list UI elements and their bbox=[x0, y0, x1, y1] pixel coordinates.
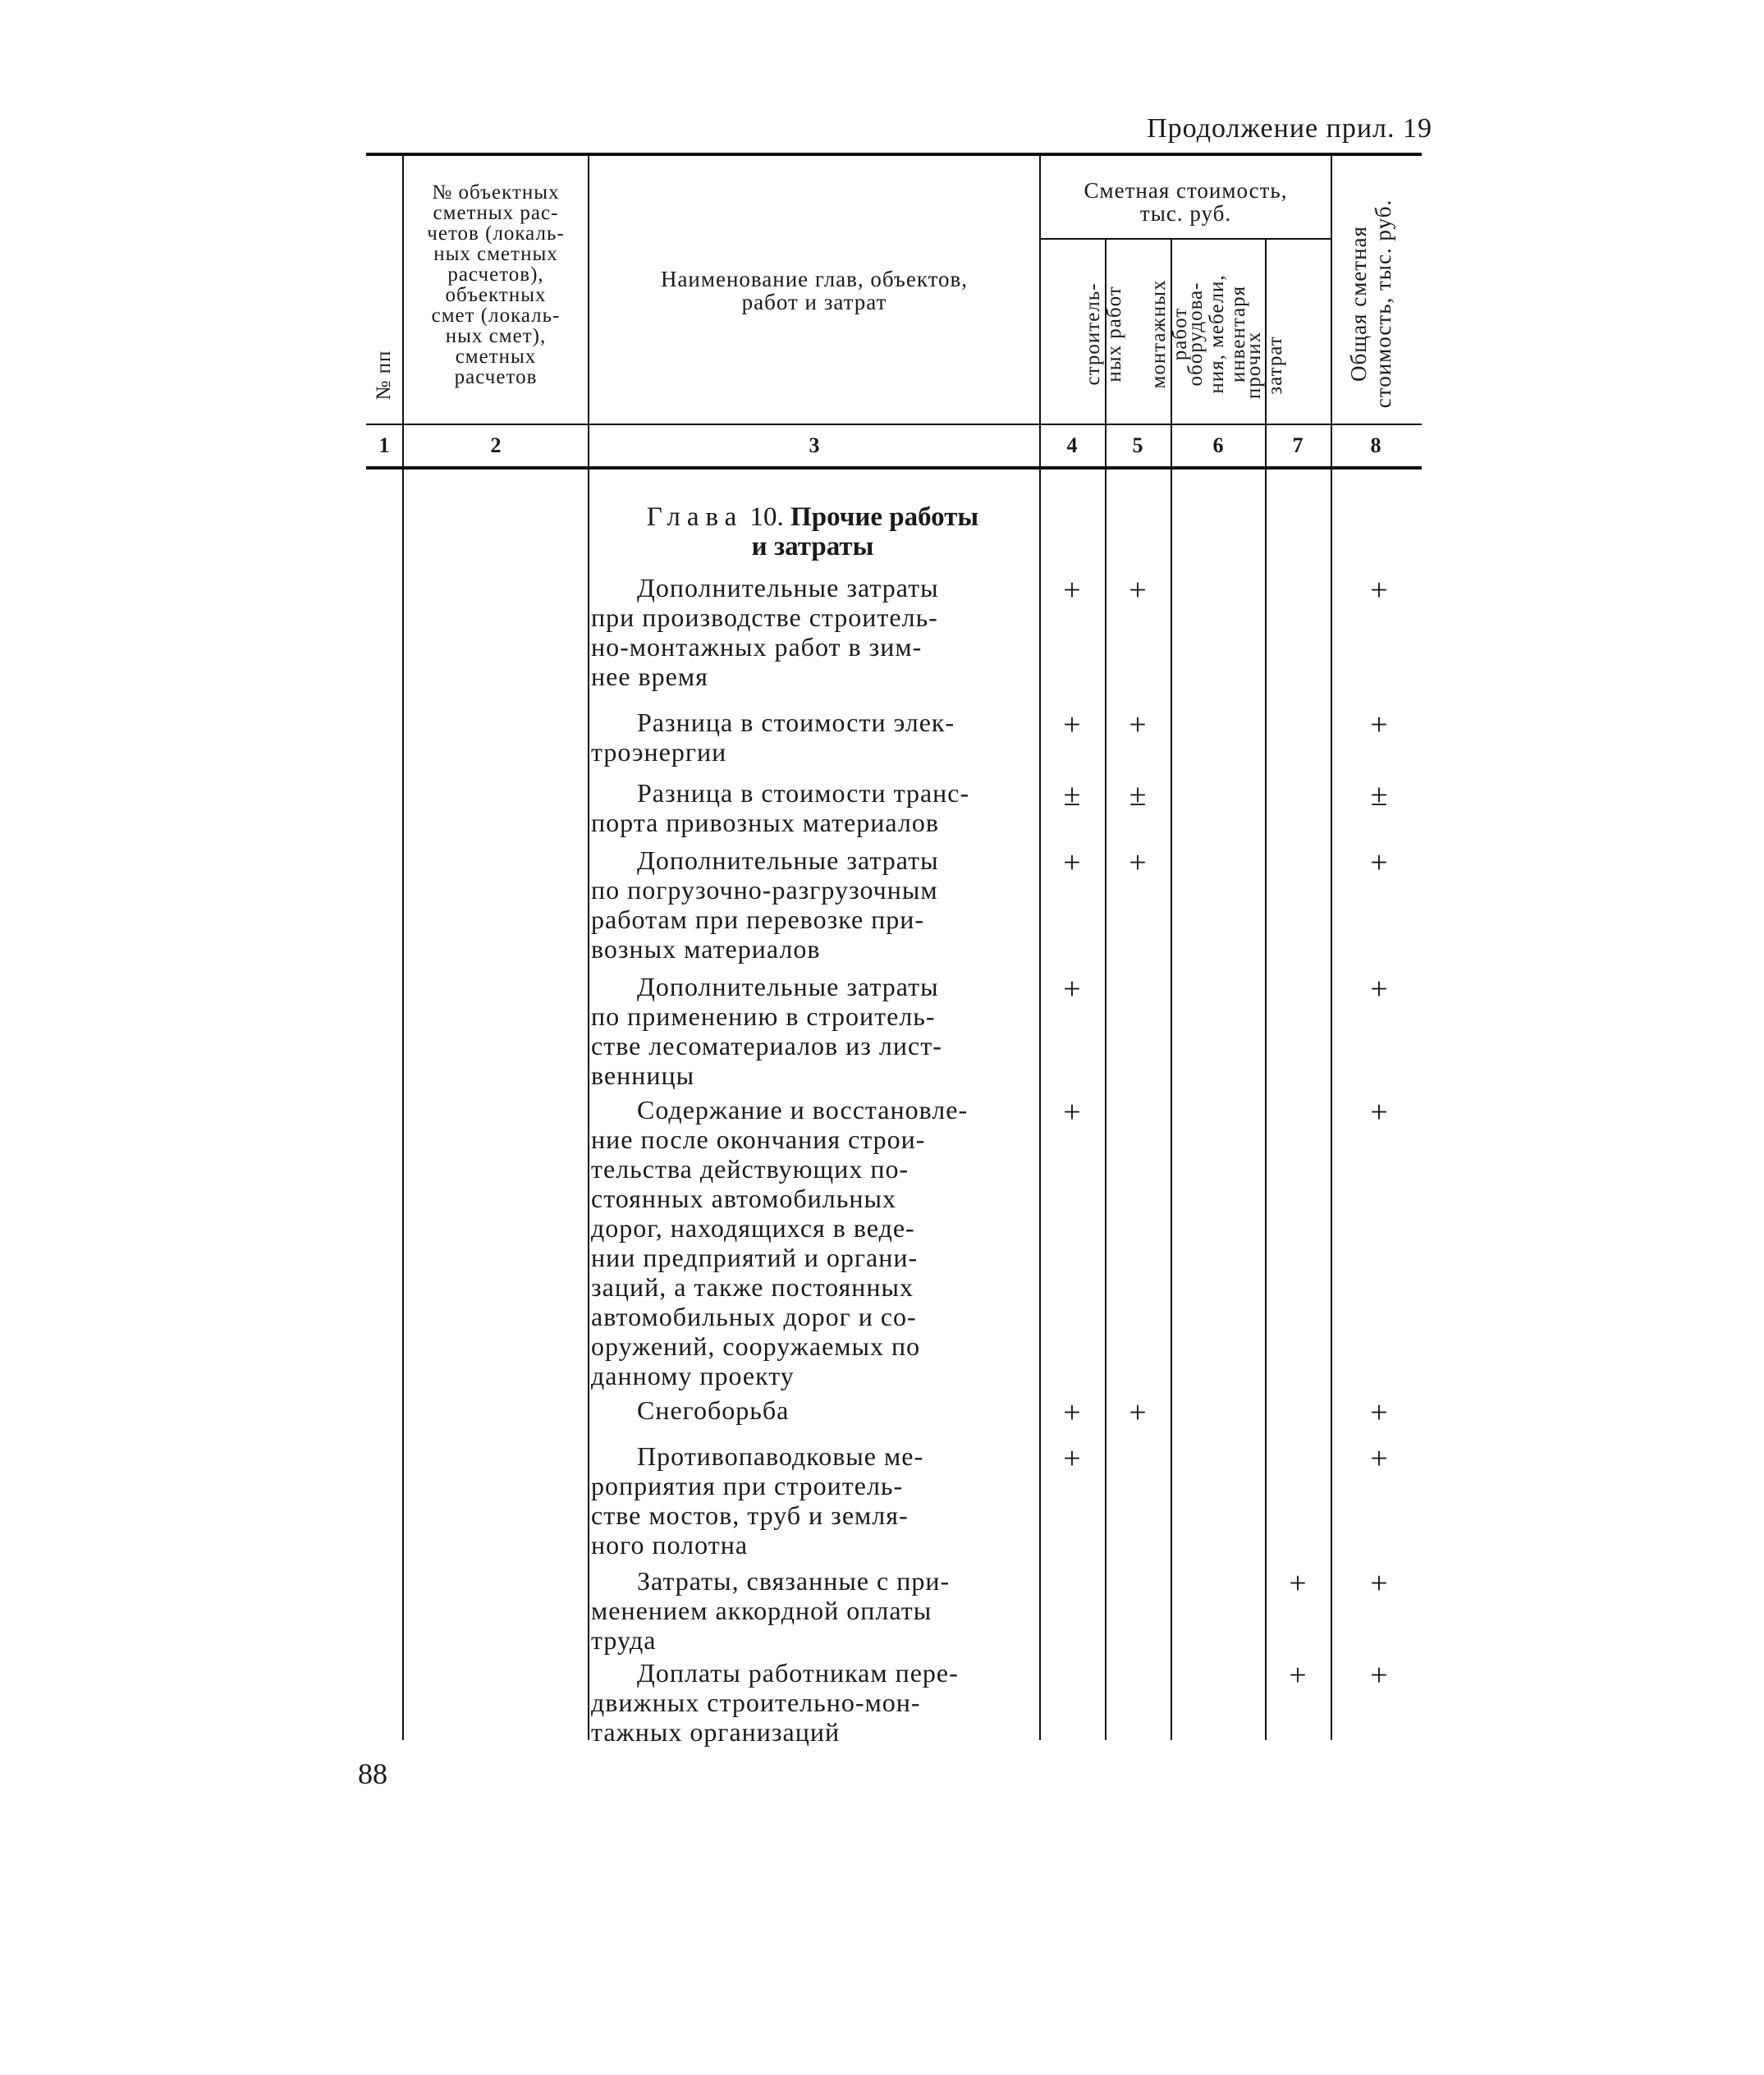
chapter-number: 10. bbox=[749, 502, 784, 532]
row-mark-c4: + bbox=[1063, 972, 1081, 1006]
column-number-3: 3 bbox=[809, 433, 820, 457]
row-text-line: ние после окончания строи- bbox=[591, 1125, 926, 1154]
table-row-text bbox=[591, 1658, 1018, 1747]
row-mark-c7: + bbox=[1289, 1658, 1307, 1693]
column-number-5: 5 bbox=[1132, 433, 1143, 457]
row-text-line: возных материалов bbox=[591, 934, 821, 964]
table-row-text bbox=[591, 573, 1018, 691]
row-mark-c4: + bbox=[1063, 1395, 1081, 1430]
column-number-7: 7 bbox=[1292, 433, 1304, 457]
row-text-line: роприятия при строитель- bbox=[591, 1471, 904, 1500]
row-text-line: нии предприятий и органи- bbox=[591, 1243, 919, 1272]
row-mark-c4: ± bbox=[1063, 778, 1081, 813]
group-header-rule bbox=[1039, 238, 1331, 240]
row-text-line: данному проекту bbox=[591, 1361, 795, 1390]
row-text-line: автомобильных дорог и со- bbox=[591, 1302, 917, 1331]
chapter-title-b: и затраты bbox=[751, 532, 874, 561]
chapter-heading bbox=[591, 502, 1034, 561]
row-text-line: порта привозных материалов bbox=[591, 808, 939, 837]
row-text-line: Содержание и восстановле- bbox=[637, 1095, 969, 1125]
column-number-1: 1 bbox=[378, 433, 390, 457]
body-divider-5-6 bbox=[1171, 470, 1172, 1740]
running-head: Продолжение прил. 19 bbox=[1147, 113, 1432, 144]
row-text-line: стве лесоматериалов из лист- bbox=[591, 1031, 942, 1060]
row-text-line: Дополнительные затраты bbox=[637, 972, 939, 1001]
row-mark-c8: + bbox=[1370, 972, 1388, 1006]
row-mark-c8: + bbox=[1370, 1095, 1388, 1129]
row-text-line: работам при перевозке при- bbox=[591, 905, 925, 934]
row-mark-c8: + bbox=[1370, 1658, 1388, 1693]
row-text-line: троэнергии bbox=[591, 737, 727, 767]
column-number-8: 8 bbox=[1370, 433, 1381, 457]
row-text-line: Разница в стоимости элек- bbox=[637, 708, 955, 737]
row-text-line: Снегоборьба bbox=[637, 1395, 790, 1425]
row-mark-c8: + bbox=[1370, 1566, 1388, 1601]
row-mark-c8: + bbox=[1370, 845, 1388, 880]
row-text-line: ного полотна bbox=[591, 1530, 749, 1560]
column-numbers-rule bbox=[366, 466, 1422, 470]
table-row-text bbox=[591, 708, 1018, 767]
col-divider-7-8 bbox=[1331, 156, 1332, 468]
row-text-line: стве мостов, труб и земля- bbox=[591, 1500, 909, 1530]
row-mark-c5: + bbox=[1129, 708, 1147, 742]
row-text-line: тажных организаций bbox=[591, 1717, 841, 1747]
table-row-text bbox=[591, 845, 1018, 964]
row-mark-c8: + bbox=[1370, 1441, 1388, 1476]
row-text-line: но-монтажных работ в зим- bbox=[591, 632, 923, 662]
row-mark-c5: + bbox=[1129, 1395, 1147, 1430]
row-text-line: по применению в строитель- bbox=[591, 1001, 936, 1031]
table-row-text bbox=[591, 778, 1018, 837]
header-col5: монтажных работ bbox=[1148, 279, 1191, 389]
body-divider-3-4 bbox=[1039, 470, 1041, 1740]
row-mark-c5: ± bbox=[1129, 778, 1147, 813]
table-row-text bbox=[591, 1395, 1018, 1425]
header-col1: № пп bbox=[373, 350, 395, 401]
row-text-line: Противопаводковые ме- bbox=[637, 1441, 924, 1471]
body-divider-1-2 bbox=[402, 470, 404, 1740]
table-row-text bbox=[591, 1095, 1018, 1390]
row-text-line: стоянных автомобильных bbox=[591, 1184, 896, 1213]
row-mark-c8: ± bbox=[1370, 778, 1388, 813]
row-text-line: движных строительно-мон- bbox=[591, 1688, 921, 1717]
row-text-line: Дополнительные затраты bbox=[637, 845, 939, 875]
header-bottom-rule bbox=[366, 424, 1422, 425]
table-row-text bbox=[591, 1441, 1018, 1560]
column-number-4: 4 bbox=[1066, 433, 1078, 457]
col-divider-1-2 bbox=[402, 156, 404, 468]
row-mark-c8: + bbox=[1370, 708, 1388, 742]
row-text-line: венницы bbox=[591, 1060, 695, 1090]
row-text-line: оружений, сооружаемых по bbox=[591, 1331, 921, 1361]
row-text-line: менением аккордной оплаты bbox=[591, 1596, 932, 1625]
row-mark-c8: + bbox=[1370, 1395, 1388, 1430]
row-mark-c8: + bbox=[1370, 573, 1388, 607]
row-mark-c5: + bbox=[1129, 573, 1147, 607]
row-text-line: при производстве строитель- bbox=[591, 602, 938, 632]
body-divider-6-7 bbox=[1265, 470, 1267, 1740]
row-text-line: тельства действующих по- bbox=[591, 1154, 909, 1184]
row-text-line: по погрузочно-разгрузочным bbox=[591, 875, 938, 905]
header-col7: прочих затрат bbox=[1243, 331, 1286, 400]
page-number: 88 bbox=[358, 1757, 387, 1790]
row-mark-c5: + bbox=[1129, 845, 1147, 880]
body-divider-2-3 bbox=[588, 470, 589, 1740]
row-mark-c4: + bbox=[1063, 573, 1081, 607]
table-top-rule bbox=[366, 153, 1422, 156]
row-mark-c4: + bbox=[1063, 1095, 1081, 1129]
chapter-prefix: Глава bbox=[646, 502, 744, 532]
table-row-text bbox=[591, 972, 1018, 1090]
body-divider-4-5 bbox=[1105, 470, 1107, 1740]
body-divider-7-8 bbox=[1331, 470, 1332, 1740]
row-mark-c7: + bbox=[1289, 1566, 1307, 1601]
header-col2: № объектных сметных рас- четов (локаль- ных сметных расчетов), объектных смет (локаль- ных смет), сметных расчетов bbox=[427, 181, 565, 388]
row-text-line: Доплаты работникам пере- bbox=[637, 1658, 959, 1688]
row-text-line: Затраты, связанные с при- bbox=[637, 1566, 951, 1596]
header-col3: Наименование глав, объектов, работ и затрат bbox=[660, 267, 969, 314]
column-number-6: 6 bbox=[1212, 433, 1224, 457]
row-text-line: нее время bbox=[591, 662, 708, 691]
row-text-line: заций, а также постоянных bbox=[591, 1272, 914, 1302]
chapter-title-a: Прочие работы bbox=[790, 502, 979, 532]
row-text-line: труда bbox=[591, 1625, 657, 1655]
row-mark-c4: + bbox=[1063, 708, 1081, 742]
row-mark-c4: + bbox=[1063, 845, 1081, 880]
table-row-text bbox=[591, 1566, 1018, 1655]
row-text-line: Разница в стоимости транс- bbox=[637, 778, 970, 808]
header-col4: строитель- ных работ bbox=[1082, 282, 1125, 386]
header-group-estimated-cost: Сметная стоимость, тыс. руб. bbox=[1084, 178, 1288, 226]
column-number-2: 2 bbox=[490, 433, 502, 457]
header-col6: оборудова- ния, мебели, инвентаря bbox=[1184, 274, 1249, 394]
row-text-line: Дополнительные затраты bbox=[637, 573, 939, 602]
row-text-line: дорог, находящихся в веде- bbox=[591, 1213, 915, 1243]
header-col8: Общая сметная стоимость, тыс. руб. bbox=[1346, 199, 1395, 409]
row-mark-c4: + bbox=[1063, 1441, 1081, 1476]
